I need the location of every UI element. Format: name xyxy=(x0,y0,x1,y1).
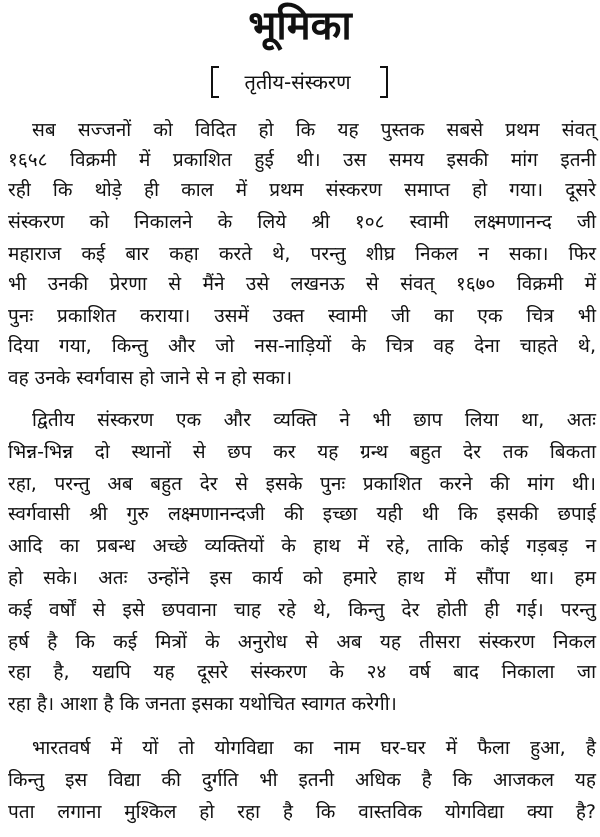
text-line: पुनः प्रकाशित कराया। उसमें उक्त स्वामी जी का एक चित्र भी xyxy=(8,305,596,327)
subtitle-bracket-right xyxy=(380,66,388,98)
text-line: भिन्न-भिन्न दो स्थानों से छप कर यह ग्रन्थ बहुत देर तक बिकता xyxy=(8,441,596,463)
text-line: रहा है, यद्यपि यह दूसरे संस्करण के २४ वर्ष बाद निकाला जा xyxy=(8,661,596,683)
text-line: पता लगाना मुश्किल हो रहा है कि वास्तविक योगविद्या क्या है? xyxy=(8,801,596,823)
text-line: आदि का प्रबन्ध अच्छे व्यक्तियों के हाथ में रहे, ताकि कोई गड़बड़ न xyxy=(8,535,596,557)
text-line: भारतवर्ष में यों तो योगविद्या का नाम घर-घर में फैला हुआ, है xyxy=(32,737,596,759)
page-title: भूमिका xyxy=(248,3,352,49)
text-line: १६५८ विक्रमी में प्रकाशित हुई थी। उस समय इसकी मांग इतनी xyxy=(8,149,596,171)
text-line: द्वितीय संस्करण एक और व्यक्ति ने भी छाप लिया था, अतः xyxy=(32,409,596,431)
text-line: महाराज कई बार कहा करते थे, परन्तु शीघ्र निकल न सका। फिर xyxy=(8,243,596,265)
text-line: हर्ष है कि कई मित्रों के अनुरोध से अब यह तीसरा संस्करण निकल xyxy=(8,631,596,653)
text-line: सब सज्जनों को विदित हो कि यह पुस्तक सबसे प्रथम संवत् xyxy=(32,119,596,141)
text-line: रही कि थोड़े ही काल में प्रथम संस्करण समाप्त हो गया। दूसरे xyxy=(8,179,596,201)
text-line: स्वर्गवासी श्री गुरु लक्ष्मणानन्दजी की इच्छा यही थी कि इसकी छपाई xyxy=(8,503,596,525)
text-line: किन्तु इस विद्या की दुर्गति भी इतनी अधिक है कि आजकल यह xyxy=(8,769,596,791)
text-line: वह उनके स्वर्गवास हो जाने से न हो सका। xyxy=(8,367,293,389)
text-line: हो सके। अतः उन्होंने इस कार्य को हमारे हाथ में सौंपा था। हम xyxy=(8,567,596,589)
text-line: कई वर्षों से इसे छपवाना चाह रहे थे, किन्तु देर होती ही गई। परन्तु xyxy=(8,599,596,621)
text-line: रहा, परन्तु अब बहुत देर से इसके पुनः प्रकाशित करने की मांग थी। xyxy=(8,473,596,495)
edition-subtitle: तृतीय-संस्करण xyxy=(244,70,351,94)
text-line: रहा है। आशा है कि जनता इसका यथोचित स्वागत करेगी। xyxy=(8,693,397,715)
text-line: संस्करण को निकालने के लिये श्री १०८ स्वामी लक्ष्मणानन्द जी xyxy=(8,211,596,233)
text-line: भी उनकी प्रेरणा से मैंने उसे लखनऊ से संवत् १६७० विक्रमी में xyxy=(8,273,596,295)
text-line: दिया गया, किन्तु और जो नस-नाड़ियों के चित्र वह देना चाहते थे, xyxy=(8,335,596,357)
